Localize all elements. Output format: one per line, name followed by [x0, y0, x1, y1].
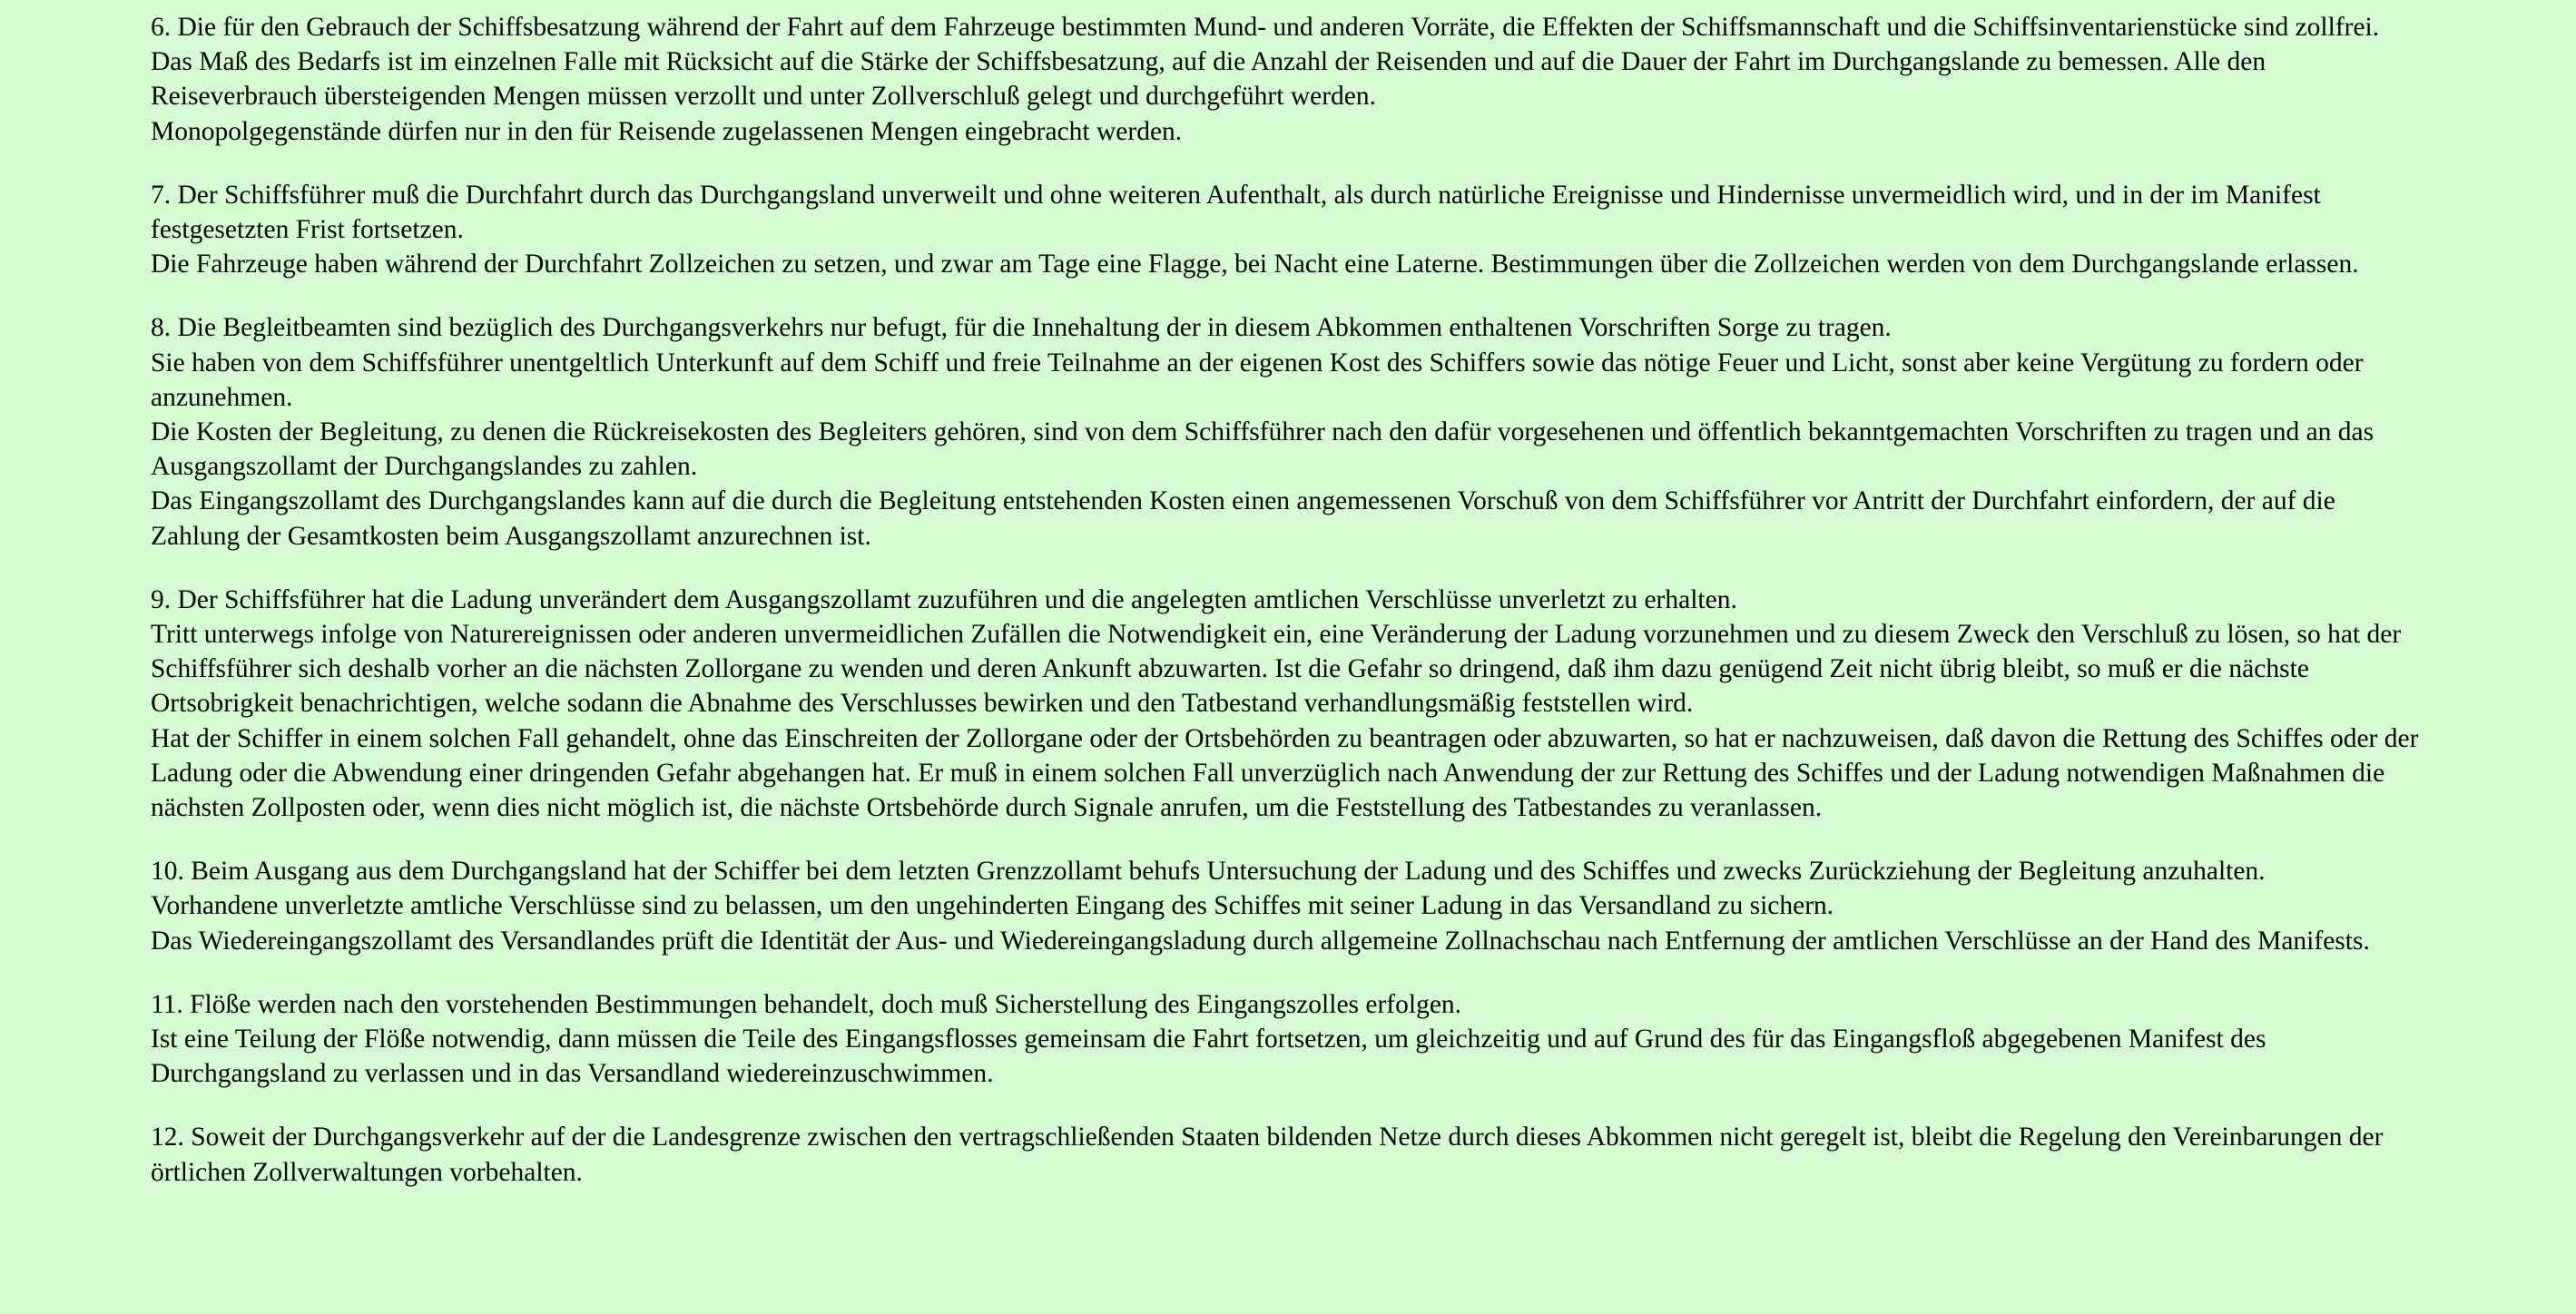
paragraph: 10. Beim Ausgang aus dem Durchgangsland hat der Schiffer bei dem letzten Grenzzollamt behufs Untersuchung der Ladung und des Schiffes und zwecks Zurückziehung der Begleitung anzuhalten. — [151, 857, 2266, 887]
section-6 — [151, 10, 2420, 149]
paragraph: Monopolgegenstände dürfen nur in den für Reisende zugelassenen Mengen eingebracht werden. — [151, 116, 1183, 146]
paragraph: Das Eingangszollamt des Durchgangslandes kann auf die durch die Begleitung entstehenden Kosten einen angemessenen Vorschuß von dem Schiffsführer vor Antritt der Durchfahrt einfordern, der auf die Zahlung der Gesamtkosten beim Ausgangszollamt anzurechnen ist. — [151, 486, 2335, 551]
paragraph: 7. Der Schiffsführer muß die Durchfahrt durch das Durchgangsland unverweilt und ohne weiteren Aufenthalt, als durch natürliche Ereignisse und Hindernisse unvermeidlich wird, und in der im Manifest festgesetzten Frist fortsetzen. — [151, 180, 2321, 245]
section-12 — [151, 1120, 2420, 1189]
paragraph: 11. Flöße werden nach den vorstehenden Bestimmungen behandelt, doch muß Sicherstellung des Eingangszolles erfolgen. — [151, 989, 1462, 1019]
paragraph: Sie haben von dem Schiffsführer unentgeltlich Unterkunft auf dem Schiff und freie Teilnahme an der eigenen Kost des Schiffers sowie das nötige Feuer und Licht, sonst aber keine Vergütung zu fordern oder anzunehmen. — [151, 348, 2364, 412]
paragraph: Vorhandene unverletzte amtliche Verschlüsse sind zu belassen, um den ungehinderten Eingang des Schiffes mit seiner Ladung in das Versandland zu sichern. — [151, 891, 1834, 921]
document-body — [151, 10, 2420, 1219]
section-7 — [151, 178, 2420, 282]
section-11 — [151, 987, 2420, 1092]
paragraph: 8. Die Begleitbeamten sind bezüglich des Durchgangsverkehrs nur befugt, für die Innehaltung der in diesem Abkommen enthaltenen Vorschriften Sorge zu tragen. — [151, 313, 1892, 343]
paragraph: Die Kosten der Begleitung, zu denen die Rückreisekosten des Begleiters gehören, sind von dem Schiffsführer nach den dafür vorgesehenen und öffentlich bekanntgemachten Vorschriften zu tragen und an das Ausgangszollamt der Durchgangslandes zu zahlen. — [151, 417, 2374, 482]
paragraph: 9. Der Schiffsführer hat die Ladung unverändert dem Ausgangszollamt zuzuführen und die angelegten amtlichen Verschlüsse unverletzt zu erhalten. — [151, 584, 1737, 614]
paragraph: Das Wiedereingangszollamt des Versandlandes prüft die Identität der Aus- und Wiedereingangsladung durch allgemeine Zollnachschau nach Entfernung der amtlichen Verschlüsse an der Hand des Manifests. — [151, 926, 2370, 956]
paragraph: Ist eine Teilung der Flöße notwendig, dann müssen die Teile des Eingangsflosses gemeinsam die Fahrt fortsetzen, um gleichzeitig und auf Grund des für das Eingangsfloß abgegebenen Manifest des Durchgangsland zu verlassen und in das Versandland wiedereinzuschwimmen. — [151, 1025, 2266, 1089]
section-8 — [151, 310, 2420, 553]
paragraph: Tritt unterwegs infolge von Naturereignissen oder anderen unvermeidlichen Zufällen die Notwendigkeit ein, eine Veränderung der Ladung vorzunehmen und zu diesem Zweck den Verschluß zu lösen, so hat der Schiffsführer sich deshalb vorher an die nächsten Zollorgane zu wenden und deren Ankunft abzuwarten. Ist die Gefahr so dringend, daß ihm dazu genügend Zeit nicht übrig bleibt, so muß er die nächste Ortsobrigkeit benachrichtigen, welche sodann die Abnahme des Verschlusses bewirken und den Tatbestand verhandlungsmäßig feststellen wird. — [151, 620, 2402, 719]
paragraph: 6. Die für den Gebrauch der Schiffsbesatzung während der Fahrt auf dem Fahrzeuge bestimmten Mund- und anderen Vorräte, die Effekten der Schiffsmannschaft und die Schiffsinventarienstücke sind zollfrei. Das Maß des Bedarfs ist im einzelnen Falle mit Rücksicht auf die Stärke der Schiffsbesatzung, auf die Anzahl der Reisenden und auf die Dauer der Fahrt im Durchgangslande zu bemessen. Alle den Reiseverbrauch übersteigenden Mengen müssen verzollt und unter Zollverschluß gelegt und durchgeführt werden. — [151, 13, 2380, 112]
paragraph: 12. Soweit der Durchgangsverkehr auf der die Landesgrenze zwischen den vertragschließenden Staaten bildenden Netze durch dieses Abkommen nicht geregelt ist, bleibt die Regelung den Vereinbarungen der örtlichen Zollverwaltungen vorbehalten. — [151, 1123, 2384, 1187]
paragraph: Die Fahrzeuge haben während der Durchfahrt Zollzeichen zu setzen, und zwar am Tage eine Flagge, bei Nacht eine Laterne. Bestimmungen über die Zollzeichen werden von dem Durchgangslande erlassen. — [151, 250, 2359, 279]
section-9 — [151, 583, 2420, 825]
section-10 — [151, 854, 2420, 958]
paragraph: Hat der Schiffer in einem solchen Fall gehandelt, ohne das Einschreiten der Zollorgane oder der Ortsbehörden zu beantragen oder abzuwarten, so hat er nachzuweisen, daß davon die Rettung des Schiffes oder der Ladung oder die Abwendung einer dringenden Gefahr abgehangen hat. Er muß in einem solchen Fall unverzüglich nach Anwendung der zur Rettung des Schiffes und der Ladung notwendigen Maßnahmen die nächsten Zollposten oder, wenn dies nicht möglich ist, die nächste Ortsbehörde durch Signale anrufen, um die Feststellung des Tatbestandes zu veranlassen. — [151, 723, 2419, 823]
